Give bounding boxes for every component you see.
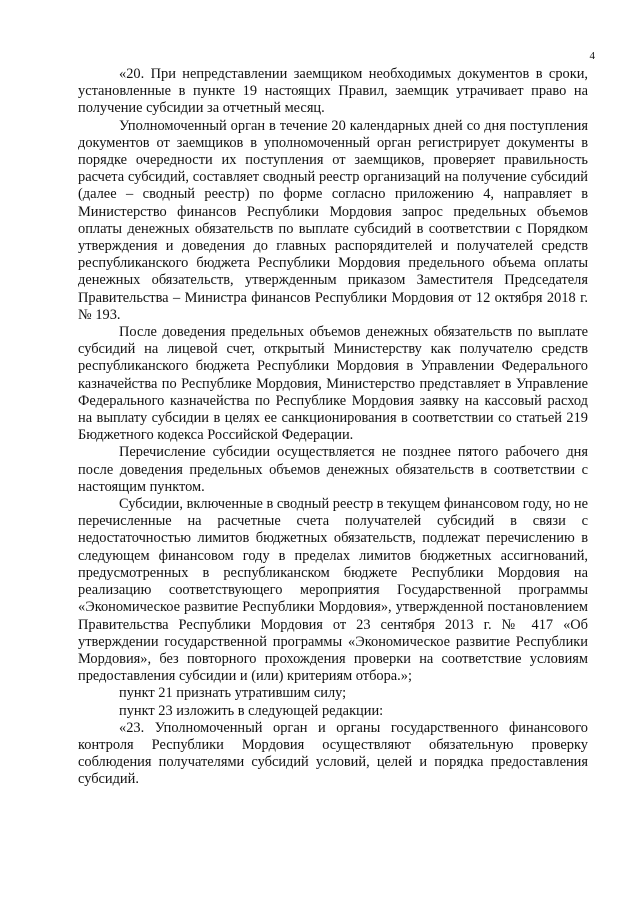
paragraph-item-23: «23. Уполномоченный орган и органы государственного финансового контроля Республики Мордовия осуществляют обязательную проверку соблюдения получателями субсидий условий, целей и порядка предоставления субсидий. (78, 719, 588, 788)
paragraph-item-21-repeal: пункт 21 признать утратившим силу; (119, 685, 347, 702)
page-number: 4 (589, 50, 595, 62)
paragraph-transfer-deadline: Перечисление субсидии осуществляется не позднее пятого рабочего дня после доведения предельных объемов денежных обязательств в соответствии с настоящим пунктом. (78, 444, 588, 495)
paragraph-cash-request: После доведения предельных объемов денежных обязательств по выплате субсидий на лицевой счет, открытый Министерству как получателю средств республиканского бюджета Республики Мордовия в Управлении Федерального казначейства по Республике Мордовия, Министерство представляет в Управление Федерального казначейства по Республике Мордовия заявку на кассовый расход на выплату субсидии в целях ее санкционирования в соответствии со статьей 219 Бюджетного кодекса Российской Федерации. (78, 324, 588, 444)
paragraph-item-23-intro: пункт 23 изложить в следующей редакции: (119, 702, 384, 719)
paragraph-registration: Уполномоченный орган в течение 20 календарных дней со дня поступления документов от заемщиков в уполномоченный орган регистрирует документы в порядке очередности их поступления от заемщиков, проверяет правильность расчета субсидий, составляет сводный реестр организаций на получение субсидий (далее – сводный реестр) по форме согласно приложению 4, направляет в Министерство финансов Республики Мордовия запрос предельных объемов оплаты денежных обязательств по выплате субсидий в соответствии с Порядком утверждения и доведения до главных распорядителей и получателей средств республиканского бюджета Республики Мордовия предельного объема оплаты денежных обязательств, утвержденным приказом Заместителя Председателя Правительства – Министра финансов Республики Мордовия от 12 октября 2018 г. № 193. (78, 117, 588, 323)
paragraph-next-year-transfer: Субсидии, включенные в сводный реестр в текущем финансовом году, но не перечисленные на расчетные счета получателей субсидий в связи с недостаточностью лимитов бюджетных обязательств, подлежат перечислению в следующем финансовом году в пределах лимитов бюджетных ассигнований, предусмотренных в республиканском бюджете Республики Мордовия на реализацию соответствующего мероприятия Государственной программы «Экономическое развитие Республики Мордовия», утвержденной постановлением Правительства Республики Мордовия от 23 сентября 2013 г. № 417 «Об утверждении государственной программы «Экономическое развитие Республики Мордовия», без повторного прохождения проверки на соответствие условиям предоставления субсидии и (или) критериям отбора.»; (78, 496, 588, 685)
paragraph-item-20: «20. При непредставлении заемщиком необходимых документов в сроки, установленные в пункте 19 настоящих Правил, заемщик утрачивает право на получение субсидии за отчетный месяц. (78, 66, 588, 117)
document-body (78, 66, 588, 789)
